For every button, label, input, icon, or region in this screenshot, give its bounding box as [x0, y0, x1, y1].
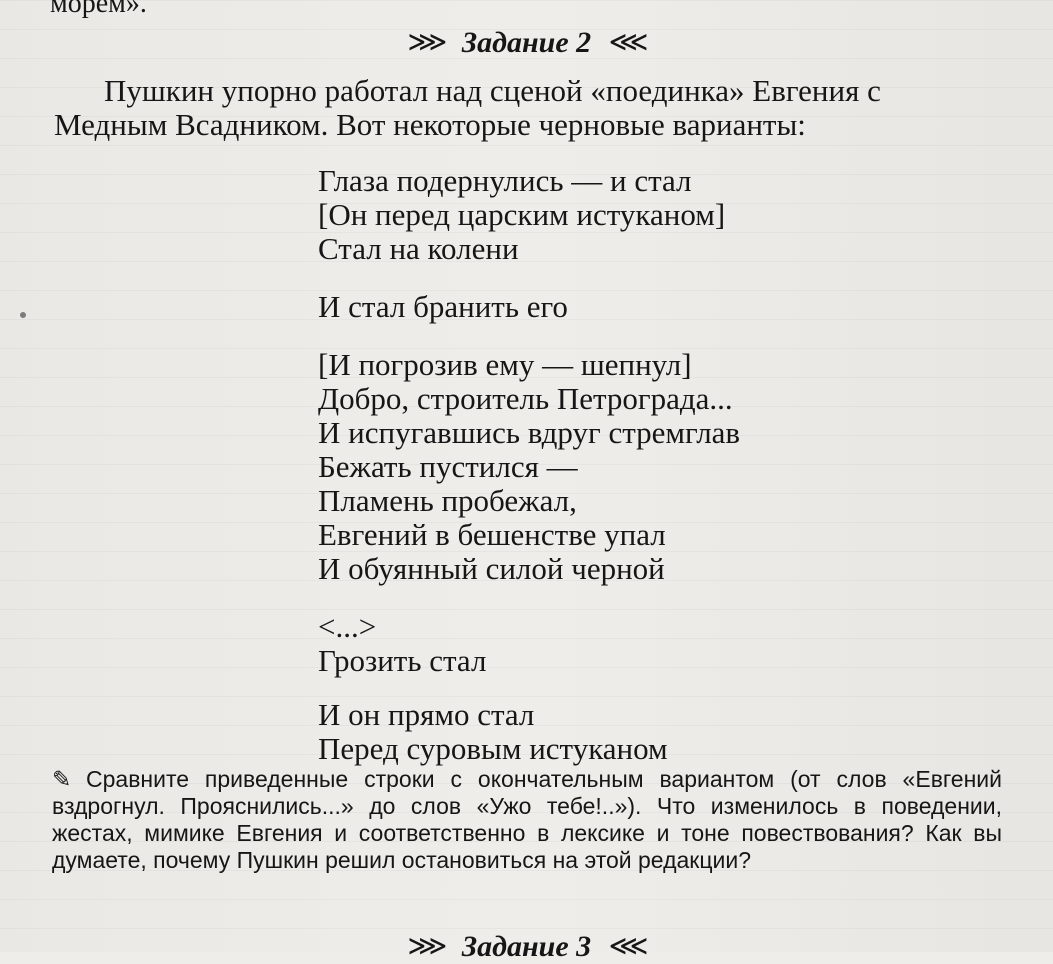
verse-line: И испугавшись вдруг стремглав: [318, 415, 741, 450]
verse-line: Евгений в бешенстве упал: [318, 517, 666, 552]
verse-line: И обуянный силой черной: [318, 551, 665, 586]
verse-line: Грозить стал: [318, 643, 487, 678]
ornament-right-icon: ⋘: [608, 27, 646, 58]
verse-line: Перед суровым истуканом: [318, 731, 668, 766]
ornament-right-icon: ⋘: [608, 931, 646, 962]
verse-line: И он прямо стал: [318, 697, 535, 732]
verse-line: И стал бранить его: [318, 289, 568, 324]
verse-line: [И погрозив ему — шепнул]: [318, 347, 692, 382]
margin-mark: [20, 312, 26, 318]
task-intro: [54, 74, 999, 142]
ornament-left-icon: ⋙: [407, 27, 445, 58]
verse-line: Глаза подернулись — и стал: [318, 163, 692, 198]
verse-line: Бежать пустился —: [318, 449, 578, 484]
task-2-heading: [0, 26, 1053, 60]
pencil-icon: ✎: [52, 766, 72, 792]
task-3-heading: [0, 930, 1053, 964]
comparison-question: [52, 766, 1002, 874]
verse-line: [Он перед царским истуканом]: [318, 197, 726, 232]
intro-line-2: Медным Всадником. Вот некоторые черновые варианты:: [54, 107, 806, 142]
intro-line-1: Пушкин упорно работал над сценой «поединка» Евгения с: [104, 73, 881, 108]
ornament-left-icon: ⋙: [407, 931, 445, 962]
task-2-title: Задание 2: [461, 26, 592, 59]
verse-line: Пламень пробежал,: [318, 483, 577, 518]
question-text: Сравните приведенные строки с окончательным вариантом (от слов «Евгений вздрогнул. Прояснились...» до слов «Ужо тебе!..»). Что изменилось в поведении, жестах, мимике Евгения и соответственно в лексике и тоне повествования? Как вы думаете, почему Пушкин решил остановиться на этой редакции?: [52, 766, 1002, 873]
verse-line: Стал на колени: [318, 231, 519, 266]
previous-text-fragment: морем».: [50, 0, 147, 19]
task-3-title: Задание 3: [461, 930, 592, 963]
draft-verses: [318, 164, 918, 766]
verse-line: <...>: [318, 609, 377, 644]
verse-line: Добро, строитель Петрограда...: [318, 381, 733, 416]
